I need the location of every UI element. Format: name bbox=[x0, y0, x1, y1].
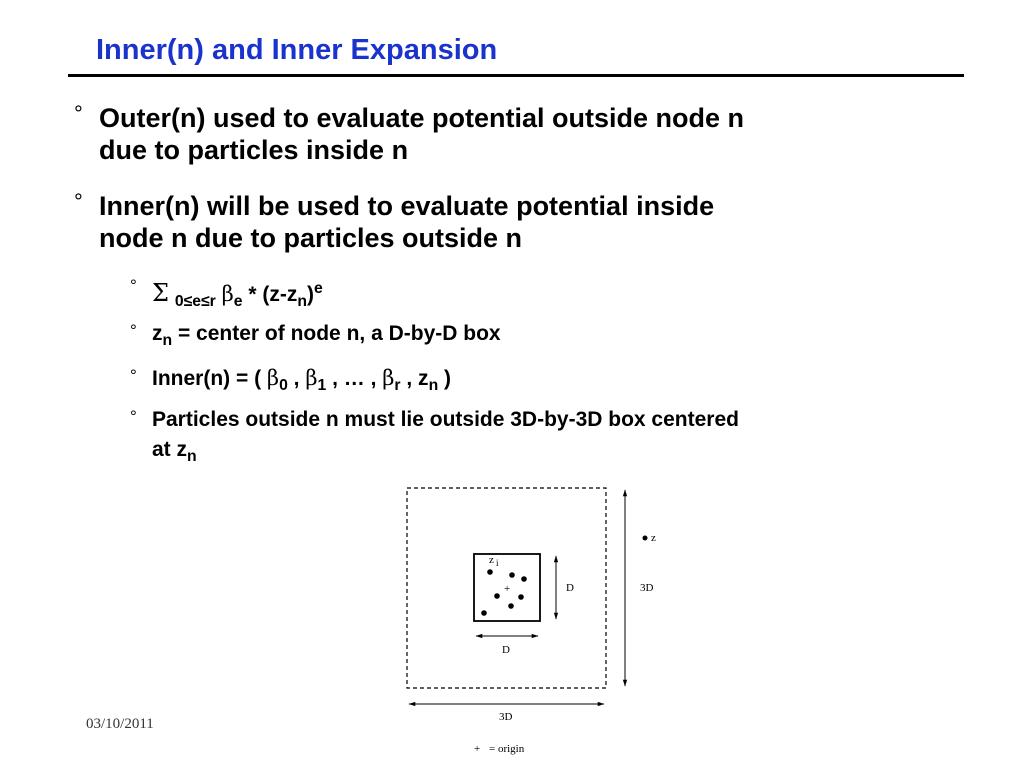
label-z: z bbox=[651, 532, 656, 544]
beta-symbol: β bbox=[221, 282, 234, 306]
formula-part: * (z-z bbox=[242, 283, 298, 306]
bullet-marker: ° bbox=[74, 189, 83, 214]
z-subscript: n bbox=[187, 448, 197, 466]
label-3d-right: 3D bbox=[640, 582, 654, 594]
center-text: = center of node n, a D-by-D box bbox=[172, 322, 501, 345]
beta-symbol: β bbox=[382, 366, 395, 390]
label-d-right: D bbox=[566, 582, 574, 594]
tuple-suffix: ) bbox=[438, 367, 452, 390]
exponent: e bbox=[313, 280, 323, 297]
bullet-marker: ° bbox=[130, 321, 137, 340]
bullet-line: Outer(n) used to evaluate potential outside node n bbox=[99, 103, 745, 133]
point-z bbox=[643, 536, 648, 541]
bullet-line: Inner(n) will be used to evaluate potential inside bbox=[99, 191, 715, 221]
tuple-sep: , bbox=[287, 367, 306, 390]
bullet-line: node n due to particles outside n bbox=[99, 223, 523, 253]
bullet-line: due to particles inside n bbox=[99, 135, 409, 165]
legend-plus: + bbox=[474, 743, 481, 755]
particle-dot bbox=[487, 569, 493, 575]
particle-dot bbox=[518, 594, 524, 600]
beta-subscript: 0 bbox=[279, 377, 288, 395]
particle-dot bbox=[508, 603, 514, 609]
z-symbol: z bbox=[152, 322, 163, 345]
beta-subscript: 1 bbox=[317, 377, 327, 395]
z-subscript: n bbox=[428, 377, 439, 395]
label-3d-bottom: 3D bbox=[499, 711, 513, 723]
formula-close: ) bbox=[306, 283, 314, 306]
label-zi-sub: i bbox=[496, 558, 499, 568]
z-subscript: n bbox=[162, 332, 173, 350]
sigma-symbol: Σ bbox=[152, 279, 169, 307]
bullet-marker: ° bbox=[74, 101, 83, 126]
particle-dot bbox=[481, 610, 487, 616]
z-subscript: n bbox=[297, 293, 307, 311]
beta-symbol: β bbox=[305, 366, 318, 390]
slide-title: Inner(n) and Inner Expansion bbox=[96, 34, 498, 66]
particles-line2: at z bbox=[152, 438, 188, 461]
sum-range: 0≤e≤r bbox=[174, 293, 216, 311]
particle-dot bbox=[494, 593, 500, 599]
bullet-marker: ° bbox=[130, 366, 137, 385]
label-d-bottom: D bbox=[502, 644, 510, 656]
legend-origin: = origin bbox=[489, 743, 525, 755]
tuple-sep: , … , bbox=[326, 367, 383, 390]
particles-line1: Particles outside n must lie outside 3D-by-3D box centered bbox=[152, 408, 739, 431]
tuple-sep: , z bbox=[400, 367, 429, 390]
tuple-prefix: Inner(n) = ( bbox=[152, 367, 267, 390]
center-plus: + bbox=[504, 583, 511, 595]
beta-symbol: β bbox=[266, 366, 280, 390]
slide-date: 03/10/2011 bbox=[86, 716, 154, 732]
bullet-marker: ° bbox=[130, 276, 137, 295]
beta-subscript: e bbox=[233, 293, 243, 311]
beta-subscript: r bbox=[394, 377, 401, 395]
label-zi: z bbox=[489, 554, 494, 566]
particle-dot bbox=[521, 576, 527, 582]
bullet-marker: ° bbox=[130, 407, 137, 426]
particle-dot bbox=[509, 572, 515, 578]
